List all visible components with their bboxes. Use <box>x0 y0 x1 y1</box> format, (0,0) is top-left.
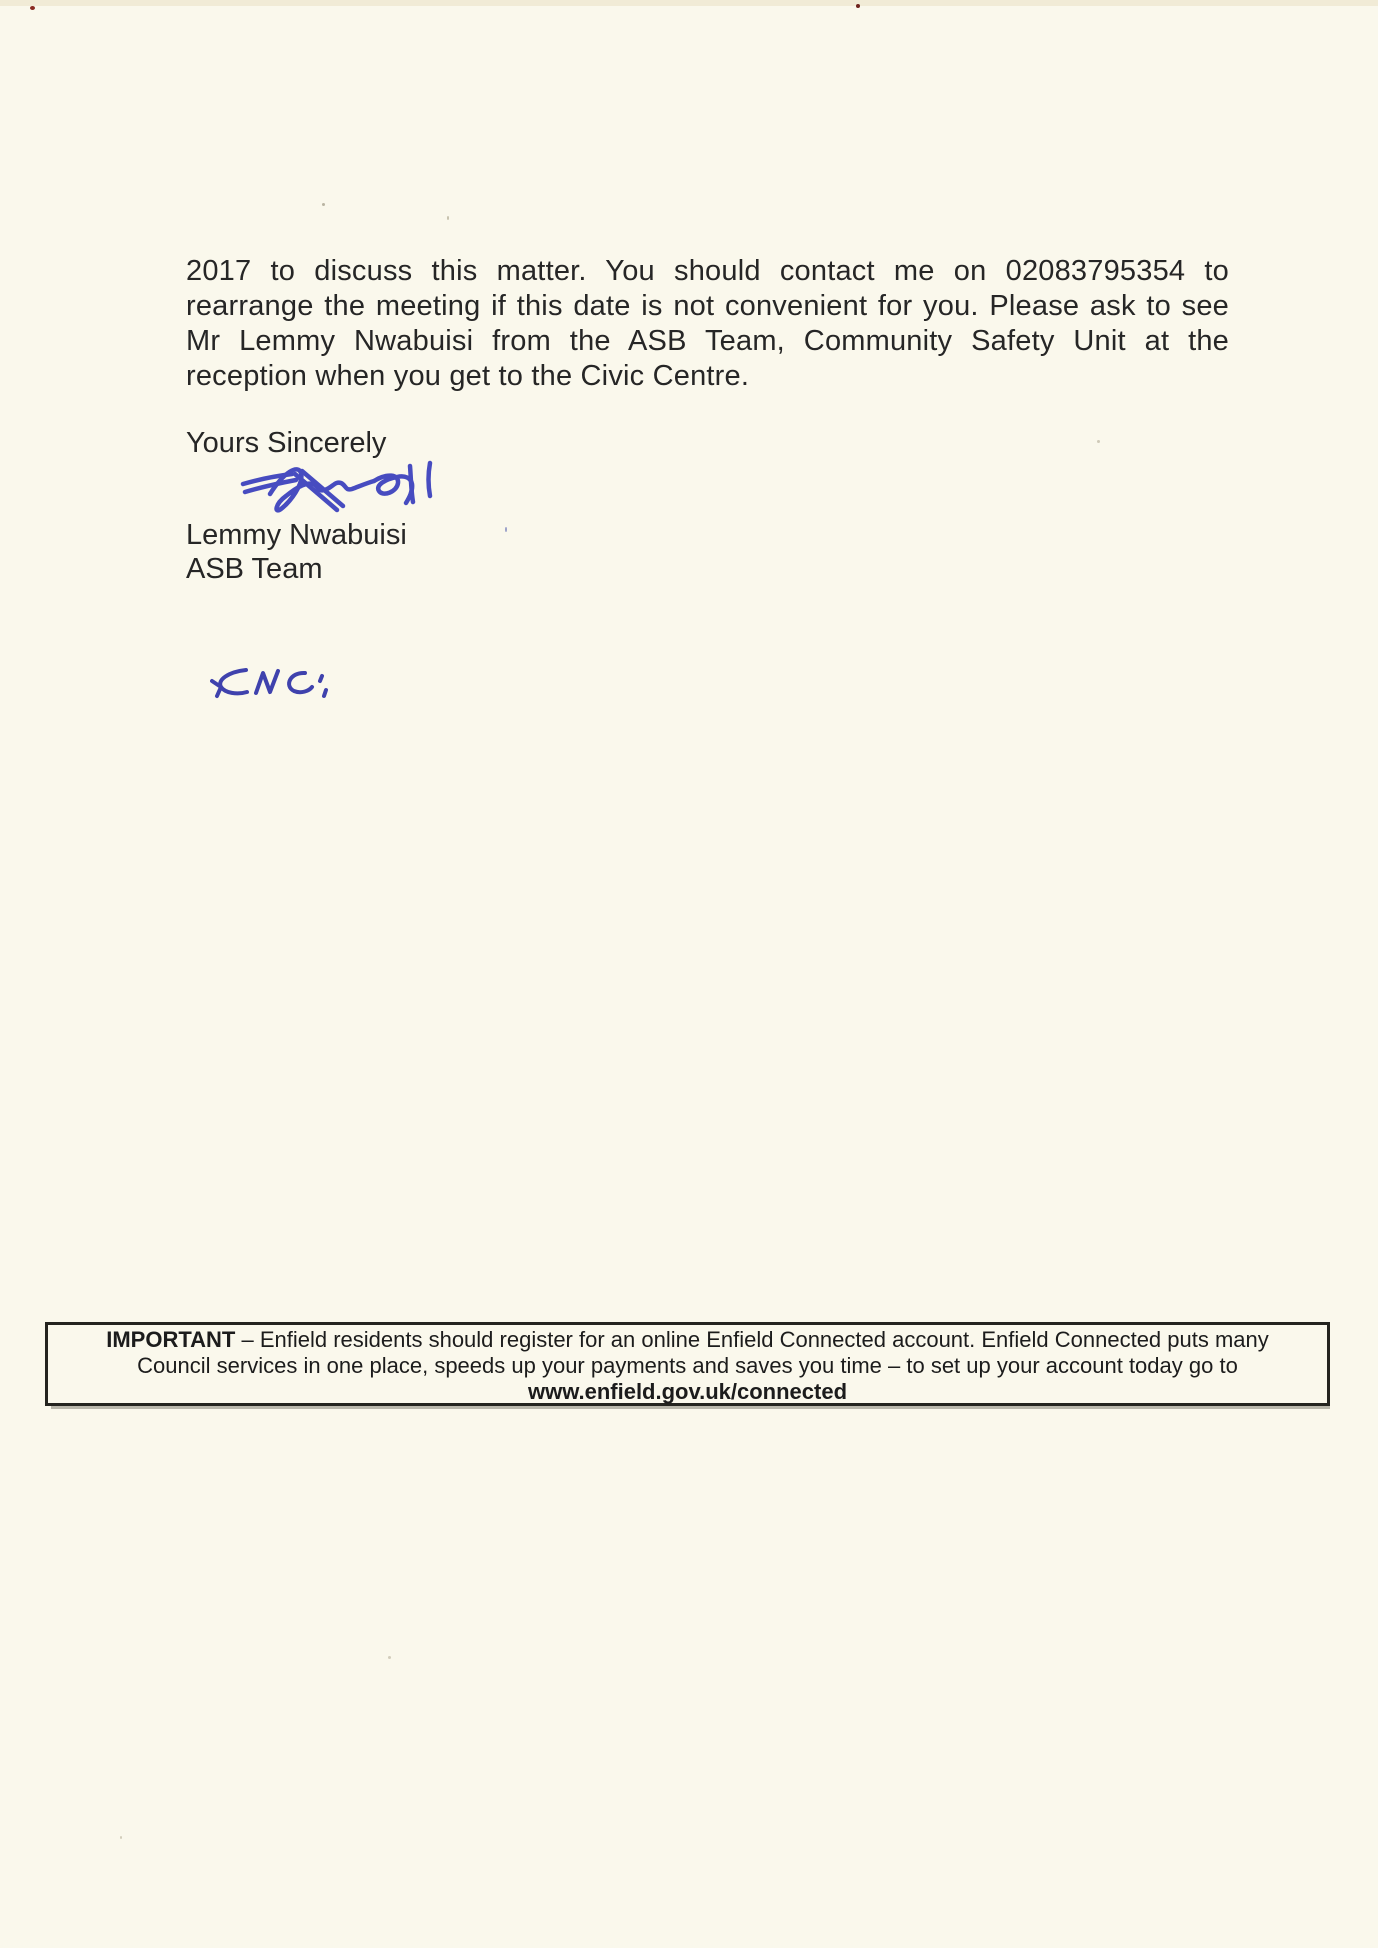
scan-speck <box>505 527 507 532</box>
scan-speck <box>322 203 325 206</box>
letter-body-line: Mr Lemmy Nwabuisi from the ASB Team, Community Safety Unit at the <box>186 325 1229 357</box>
signature-stroke <box>374 476 412 503</box>
enc-stroke-e <box>212 670 247 696</box>
enc-stroke-n <box>256 671 278 693</box>
notice-important-label: IMPORTANT <box>106 1327 236 1352</box>
signature-stroke <box>243 474 296 492</box>
notice-line-1-text: – Enfield residents should register for an online Enfield Connected account. Enfield Connected puts many <box>235 1327 1269 1352</box>
scan-edge-artifact <box>0 0 1378 6</box>
letter-body-line: rearrange the meeting if this date is not convenient for you. Please ask to see <box>186 290 1229 322</box>
letter-body-line: reception when you get to the Civic Centre. <box>186 360 750 392</box>
scan-speck <box>388 1656 391 1659</box>
scan-speck <box>856 4 860 8</box>
notice-line-2: Council services in one place, speeds up your payments and saves you time – to set up your account today go to <box>137 1353 1238 1378</box>
enc-stroke-colon <box>320 676 326 696</box>
scan-speck <box>447 216 449 220</box>
scan-speck <box>120 1836 122 1839</box>
signature-stroke <box>410 466 413 502</box>
letter-closing: Yours Sincerely <box>186 427 387 459</box>
letter-body-paragraph <box>186 254 1229 394</box>
signature-stroke <box>429 463 431 496</box>
scan-speck <box>1097 440 1100 443</box>
enclosure-note-ink <box>210 660 335 708</box>
sender-team: ASB Team <box>186 553 323 585</box>
notice-line-1 <box>48 1327 1327 1353</box>
sender-name: Lemmy Nwabuisi <box>186 519 407 551</box>
scan-speck <box>30 6 35 10</box>
letter-body-line: 2017 to discuss this matter. You should contact me on 02083795354 to <box>186 255 1229 287</box>
enc-stroke-c <box>289 673 312 692</box>
important-notice-box <box>45 1322 1330 1406</box>
notice-url: www.enfield.gov.uk/connected <box>527 1379 848 1404</box>
signature-ink <box>240 458 435 516</box>
